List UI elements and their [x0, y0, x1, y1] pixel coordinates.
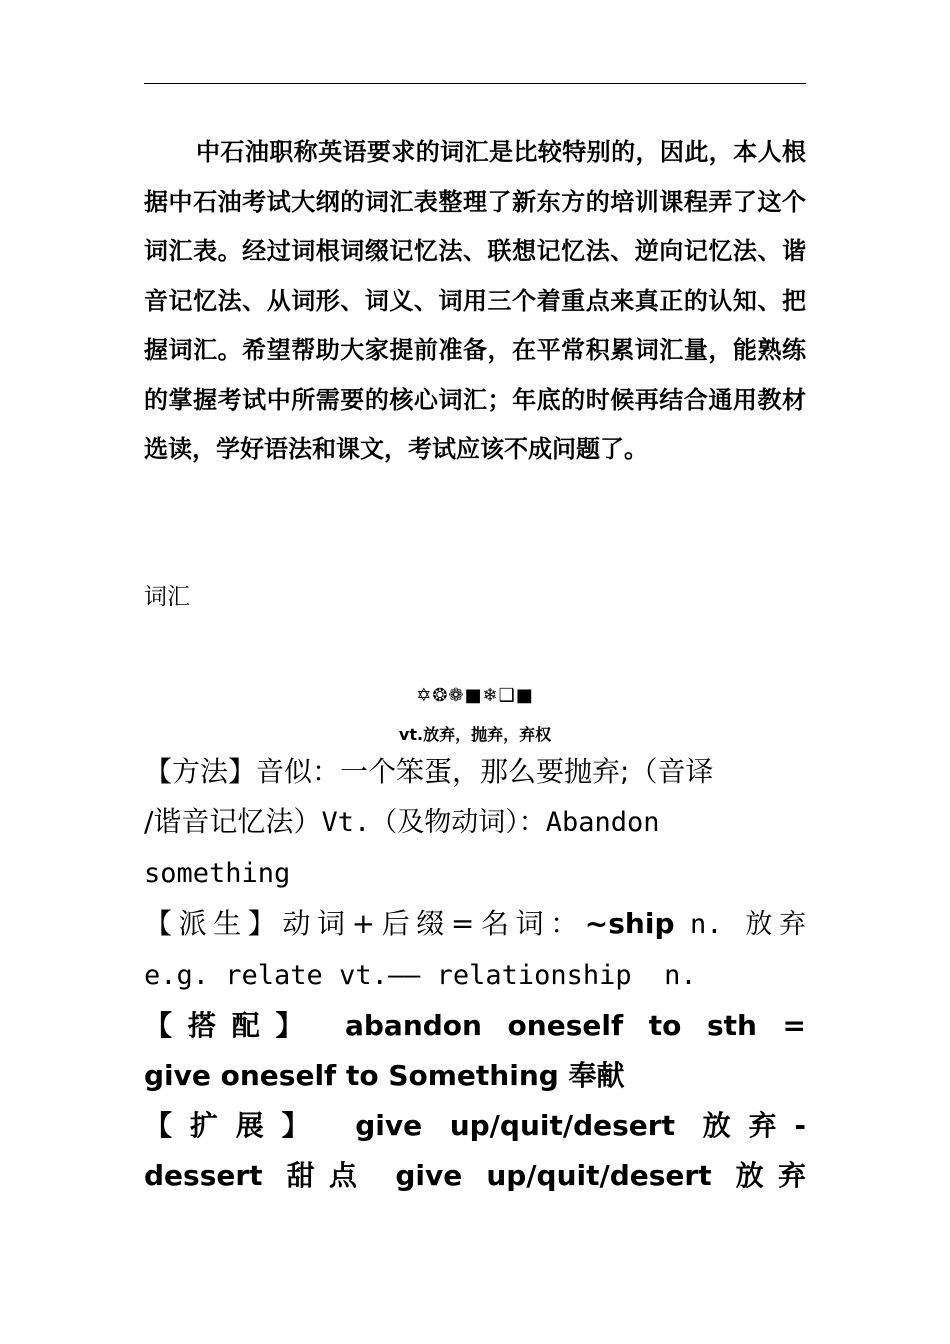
derivation-tag: 【派生】 — [144, 907, 283, 940]
collocation-text-1: abandon oneself to sth = — [344, 1009, 806, 1042]
derivation-line-2 — [144, 950, 806, 1001]
extension-text-2: dessert 甜点 give up/quit/desert 放弃 — [144, 1159, 806, 1192]
method-text-1: 音似：一个笨蛋，那么要抛弃;（音译 — [256, 755, 714, 788]
entry-headword: ✡❂❁■❄❑■ — [416, 685, 534, 706]
method-text-4: something — [144, 858, 291, 889]
method-text-3: Vt.（及物动词）：Abandon — [321, 807, 660, 838]
method-line-3 — [144, 848, 806, 899]
extension-line-1 — [144, 1101, 806, 1151]
intro-paragraph: 中石油职称英语要求的词汇是比较特别的，因此，本人根据中石油考试大纲的词汇表整理了新东方的培训课程弄了这个词汇表。经过词根词缀记忆法、联想记忆法、逆向记忆法、谐音记忆法、从词形、词义、词用三个着重点来真正的认知、把握词汇。希望帮助大家提前准备，在平常积累词汇量，能熟练的掌握考试中所需要的核心词汇；年底的时候再结合通用教材选读，学好语法和课文，考试应该不成问题了。 — [144, 138, 806, 463]
method-tag: 【方法】 — [144, 755, 257, 788]
method-text-2: /谐音记忆法） — [144, 805, 322, 838]
derivation-example: e.g. relate vt.—— relationship n. — [144, 960, 697, 991]
collocation-tag: 【搭配】 — [144, 1009, 320, 1042]
section-label: 词汇 — [144, 584, 190, 610]
method-line-1 — [144, 747, 806, 797]
entry-body — [144, 747, 806, 1201]
collocation-line-1 — [144, 1001, 806, 1051]
entry-meaning: vt.放弃，抛弃，弃权 — [398, 725, 552, 744]
extension-tag: 【扩展】 — [144, 1109, 328, 1142]
extension-line-2 — [144, 1151, 806, 1201]
extension-text-1: give up/quit/desert 放弃- — [355, 1109, 806, 1142]
method-line-2 — [144, 797, 806, 848]
header-rule — [144, 83, 806, 84]
collocation-line-2 — [144, 1051, 806, 1101]
derivation-text-2: n. 放弃 — [690, 909, 806, 940]
derivation-line-1 — [144, 899, 806, 950]
derivation-text-1: 动词+后缀=名词： — [282, 907, 585, 940]
derivation-suffix: ~ship — [584, 907, 675, 940]
collocation-text-2: give oneself to Something 奉献 — [144, 1059, 625, 1092]
